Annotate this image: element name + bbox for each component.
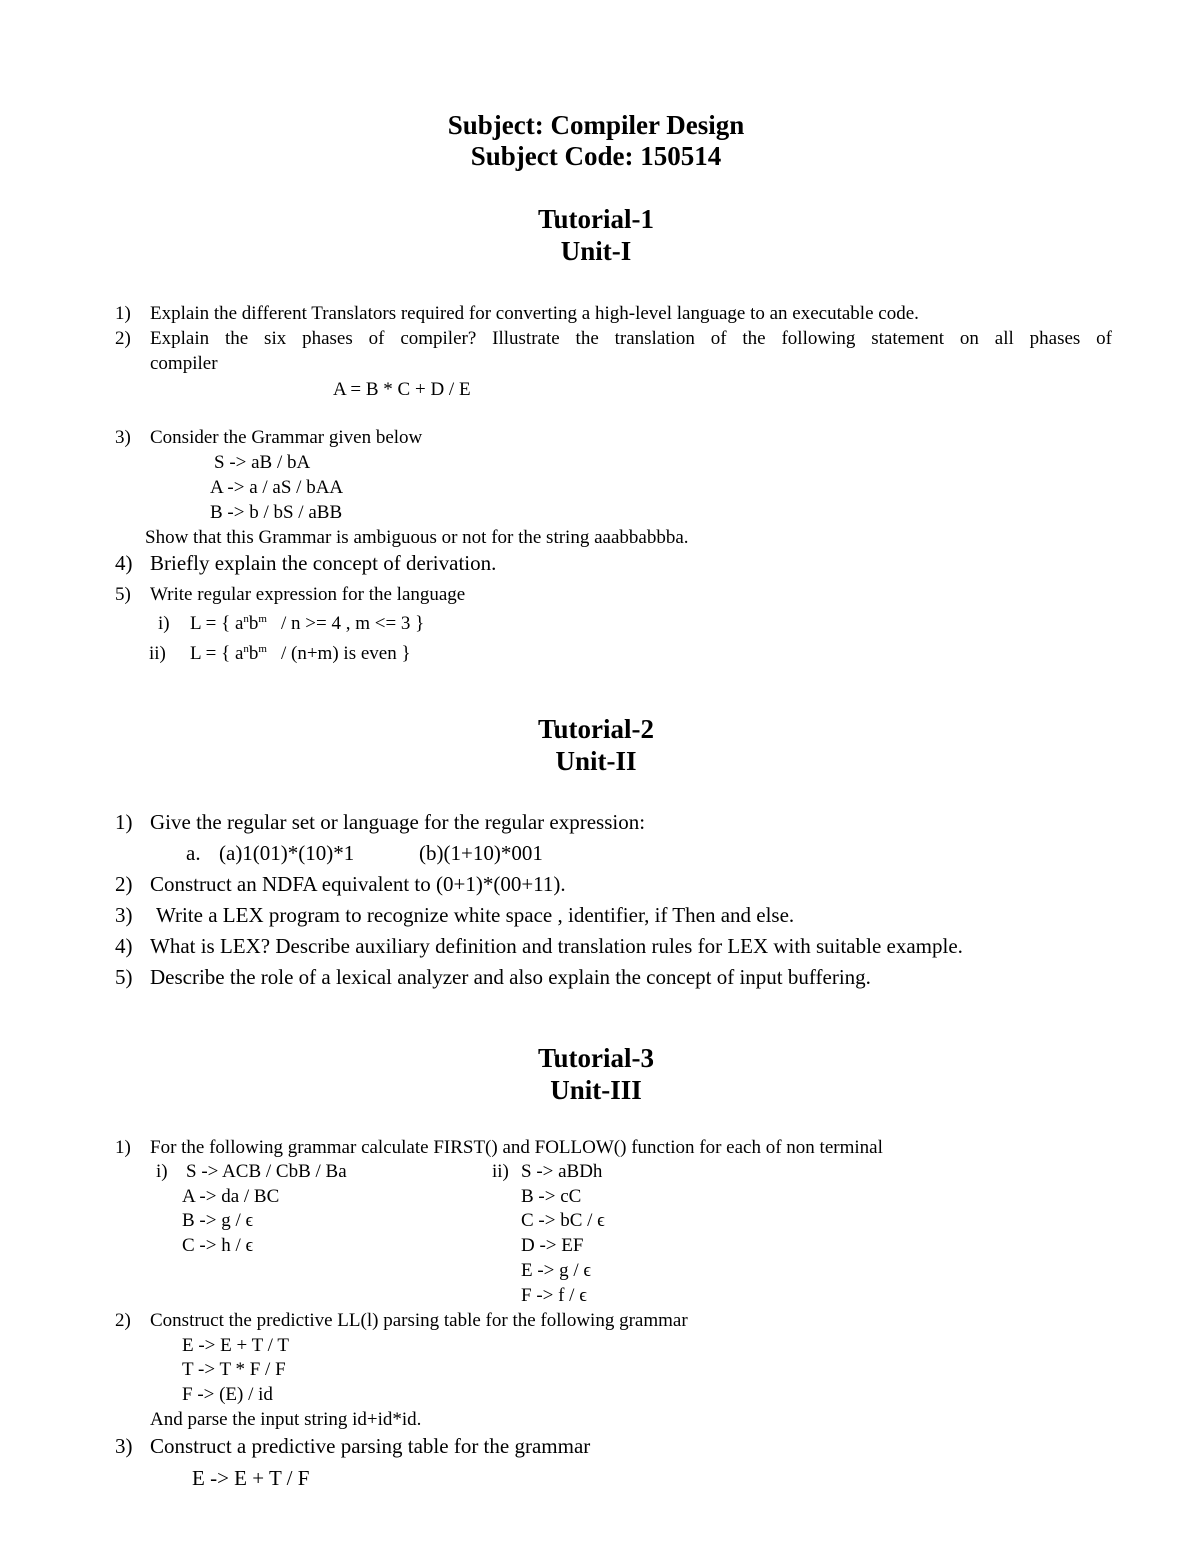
t3-q1-i-rule: S -> ACB / CbB / Ba bbox=[186, 1161, 347, 1182]
t2-q1-number: 1) bbox=[115, 810, 133, 834]
t3-q1-ii-rule: B -> cC bbox=[521, 1186, 582, 1207]
t2-q1-text: Give the regular set or language for the regular expression: bbox=[150, 810, 646, 834]
t1-q3-rule: S -> aB / bA bbox=[214, 452, 311, 473]
t1-q1-number: 1) bbox=[115, 303, 131, 324]
t2-q1-b-expression: (b)(1+10)*001 bbox=[419, 841, 543, 865]
t3-q2-rule: F -> (E) / id bbox=[182, 1384, 273, 1405]
t1-q5-i-expression: L = { $a^nb^m / n >= 4$ , m <= 3 } bbox=[190, 613, 425, 634]
t1-q5-number: 5) bbox=[115, 584, 131, 605]
subject-heading: Subject: Compiler Design bbox=[447, 110, 745, 140]
t3-q2-tail: And parse the input string id+id*id. bbox=[150, 1409, 422, 1430]
t1-q2-text-line1: Explain the six phases of compiler? Illustrate the translation of the following statement on all phases of bbox=[150, 328, 1112, 349]
t2-q5-text: Describe the role of a lexical analyzer and also explain the concept of input buffering. bbox=[150, 965, 871, 989]
t1-q3-tail: Show that this Grammar is ambiguous or not for the string aaabbabbba. bbox=[145, 527, 689, 548]
t3-q3-number: 3) bbox=[115, 1434, 133, 1458]
t3-q2-number: 2) bbox=[115, 1310, 131, 1331]
t3-q1-ii-rule: C -> bC / ϵ bbox=[521, 1210, 605, 1231]
tutorial-2-unit: Unit-II bbox=[555, 746, 637, 776]
t2-q1-a-expression: (a)1(01)*(10)*1 bbox=[219, 841, 355, 865]
subject-code-heading: Subject Code: 150514 bbox=[470, 141, 722, 171]
t2-q4-text: What is LEX? Describe auxiliary definition and translation rules for LEX with suitable example. bbox=[150, 934, 963, 958]
t1-q4-text: Briefly explain the concept of derivation. bbox=[150, 551, 497, 575]
tutorial-1-unit: Unit-I bbox=[560, 236, 632, 266]
t3-q3-rule: E -> E + T / F bbox=[192, 1466, 310, 1490]
t3-q1-ii-rule: D -> EF bbox=[521, 1235, 584, 1256]
t3-q1-ii-rule: F -> f / ϵ bbox=[521, 1285, 587, 1306]
t1-q5-ii-expression: L = { $a^nb^m / (n+m)$ is even } bbox=[190, 643, 411, 664]
t3-q2-text: Construct the predictive LL(l) parsing table for the following grammar bbox=[150, 1310, 688, 1331]
t3-q1-i-number: i) bbox=[156, 1161, 168, 1182]
t3-q1-ii-rule: E -> g / ϵ bbox=[521, 1260, 592, 1281]
t1-q5-text: Write regular expression for the language bbox=[150, 584, 466, 605]
tutorial-3-unit: Unit-III bbox=[550, 1075, 642, 1105]
t1-q5-ii-number: ii) bbox=[149, 643, 166, 664]
t1-q4-number: 4) bbox=[115, 551, 133, 575]
t3-q2-rule: E -> E + T / T bbox=[182, 1335, 289, 1356]
t2-q4-number: 4) bbox=[115, 934, 133, 958]
t2-q1-a-label: a. bbox=[186, 841, 201, 865]
tutorial-2-title: Tutorial-2 bbox=[537, 714, 654, 744]
t1-q2-expression: A = B * C + D / E bbox=[333, 379, 471, 400]
t1-q5-i-number: i) bbox=[158, 613, 170, 634]
t3-q1-ii-number: ii) bbox=[492, 1161, 509, 1182]
t1-q3-rule: A -> a / aS / bAA bbox=[210, 477, 344, 498]
t2-q2-number: 2) bbox=[115, 872, 133, 896]
t3-q2-rule: T -> T * F / F bbox=[182, 1359, 286, 1380]
t3-q1-ii-rule: S -> aBDh bbox=[521, 1161, 603, 1182]
t3-q1-i-rule: A -> da / BC bbox=[182, 1186, 280, 1207]
t1-q2-number: 2) bbox=[115, 328, 131, 349]
t2-q5-number: 5) bbox=[115, 965, 133, 989]
t2-q3-text: Write a LEX program to recognize white space , identifier, if Then and else. bbox=[156, 903, 795, 927]
t2-q3-number: 3) bbox=[115, 903, 133, 927]
t3-q1-i-rule: B -> g / ϵ bbox=[182, 1210, 254, 1231]
t2-q2-text: Construct an NDFA equivalent to (0+1)*(00+11). bbox=[150, 872, 566, 896]
t1-q3-number: 3) bbox=[115, 427, 131, 448]
t1-q3-text: Consider the Grammar given below bbox=[150, 427, 423, 448]
t3-q1-text: For the following grammar calculate FIRST() and FOLLOW() function for each of non terminal bbox=[150, 1137, 883, 1158]
tutorial-1-title: Tutorial-1 bbox=[537, 204, 654, 234]
t3-q1-number: 1) bbox=[115, 1137, 131, 1158]
t1-q1-text: Explain the different Translators required for converting a high-level language to an executable code. bbox=[150, 303, 919, 324]
tutorial-3-title: Tutorial-3 bbox=[537, 1043, 654, 1073]
t3-q1-i-rule: C -> h / ϵ bbox=[182, 1235, 254, 1256]
t1-q2-text-line2: compiler bbox=[150, 353, 218, 374]
t3-q3-text: Construct a predictive parsing table for the grammar bbox=[150, 1434, 591, 1458]
t1-q3-rule: B -> b / bS / aBB bbox=[210, 502, 343, 523]
